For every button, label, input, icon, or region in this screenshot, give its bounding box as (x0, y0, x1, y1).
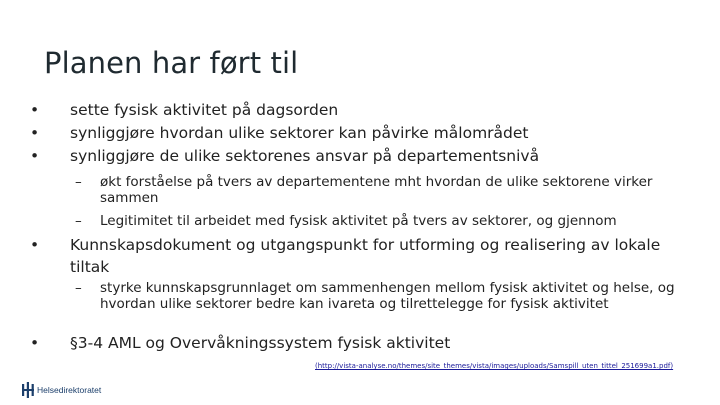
bullet-text: synliggjøre hvordan ulike sektorer kan påvirke målområdet (70, 124, 529, 142)
logo (22, 381, 101, 399)
bullet-text: sette fysisk aktivitet på dagsorden (70, 101, 339, 119)
sub-bullet-text: Legitimitet til arbeidet med fysisk aktivitet på tvers av sektorer, og gjennom (100, 213, 617, 229)
slide-title: Planen har ført til (44, 46, 299, 80)
logo-text: Helsedirektoratet (37, 385, 102, 395)
bullet-marker: • (30, 101, 40, 119)
dash-marker: – (75, 174, 82, 190)
source-link[interactable]: (http://vista-analyse.no/themes/site_themes/vista/images/uploads/Samspill_uten_tittel_251699a1.pdf) (315, 362, 674, 370)
bullet-text: synliggjøre de ulike sektorenes ansvar på departementsnivå (70, 147, 540, 165)
helsedirektoratet-logo-icon (22, 382, 34, 398)
bullet-marker: • (30, 124, 40, 142)
bullet-marker: • (30, 334, 40, 352)
sub-bullet-text: økt forståelse på tvers av departementene mht hvordan de ulike sektorene virker sammen (100, 174, 653, 206)
dash-marker: – (75, 280, 82, 296)
bullet-text: Kunnskapsdokument og utgangspunkt for utforming og realisering av lokale tiltak (70, 236, 661, 276)
sub-bullet-text: styrke kunnskapsgrunnlaget om sammenhengen mellom fysisk aktivitet og helse, og hvordan ulike sektorer bedre kan ivareta og tilrettelegge for fysisk aktivitet (100, 280, 675, 312)
bullet-marker: • (30, 147, 40, 165)
bullet-marker: • (30, 236, 40, 254)
dash-marker: – (75, 213, 82, 229)
bullet-text: §3-4 AML og Overvåkningssystem fysisk aktivitet (70, 334, 451, 352)
